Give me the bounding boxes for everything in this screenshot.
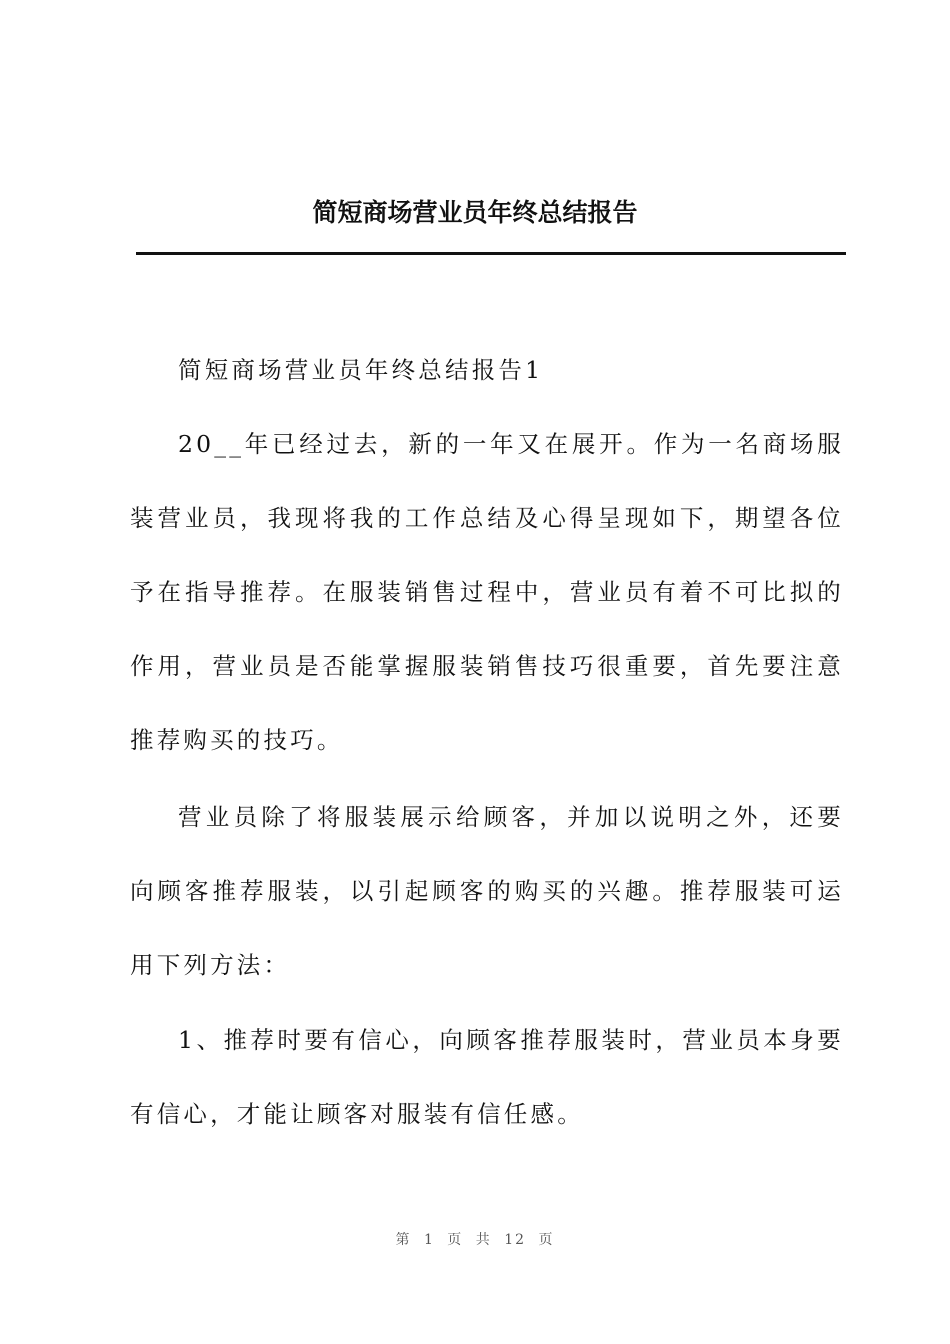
section-heading-block [130,333,844,407]
title-divider [136,252,846,255]
section-heading: 简短商场营业员年终总结报告1 [178,356,544,384]
intro-paragraph: 20__年已经过去，新的一年又在展开。作为一名商场服装营业员，我现将我的工作总结及心得呈现如下，期望各位予在指导推荐。在服装销售过程中，营业员有着不可比拟的作用，营业员是否能掌握服装销售技巧很重要，首先要注意推荐购买的技巧。 [130,430,844,754]
second-paragraph-block [130,780,844,1002]
intro-paragraph-block [130,407,844,777]
list-item-1: 1、推荐时要有信心，向顾客推荐服装时，营业员本身要有信心，才能让顾客对服装有信任感。 [130,1026,844,1128]
page-footer: 第 1 页 共 12 页 [395,1232,555,1248]
second-paragraph: 营业员除了将服装展示给顾客，并加以说明之外，还要向顾客推荐服装，以引起顾客的购买的兴趣。推荐服装可运用下列方法： [130,803,844,979]
page-title: 简短商场营业员年终总结报告 [312,198,638,227]
list-item-block [130,1003,844,1151]
